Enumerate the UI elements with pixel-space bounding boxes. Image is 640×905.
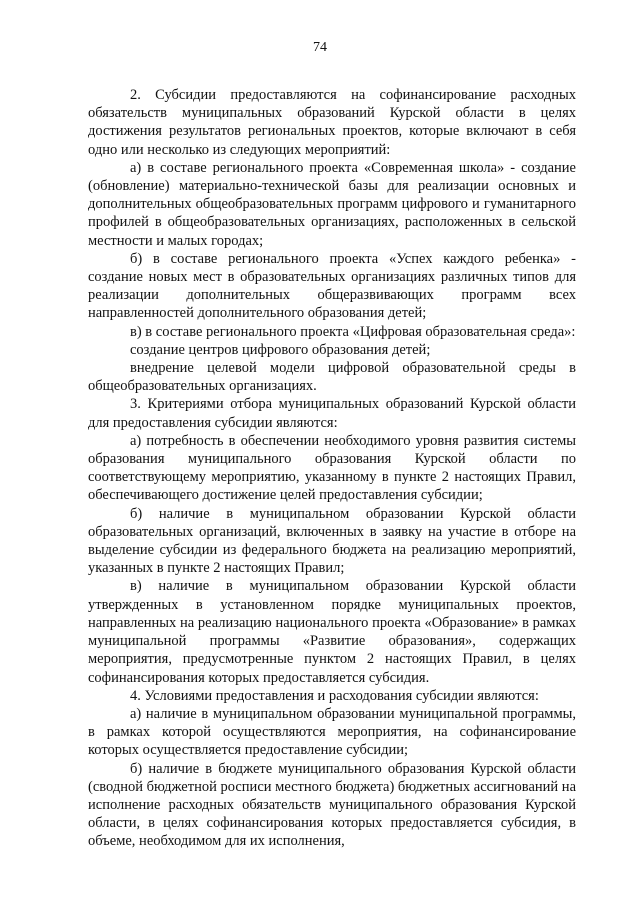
paragraph-2a: а) в составе регионального проекта «Современная школа» - создание (обновление) материально-технической базы для реализации основных и дополнительных общеобразовательных программ цифрового и гуманитарного профилей в общеобразовательных организациях, расположенных в сельской местности и малых городах;: [88, 159, 576, 249]
paragraph-2v: в) в составе регионального проекта «Цифровая образовательная среда»:: [130, 323, 576, 340]
document-body: [88, 86, 576, 851]
paragraph-3: 3. Критериями отбора муниципальных образований Курской области для предоставления субсидии являются:: [88, 396, 576, 431]
paragraph-4b: б) наличие в бюджете муниципального образования Курской области (сводной бюджетной росписи местного бюджета) бюджетных ассигнований на исполнение расходных обязательств муниципального образования Курской области, в целях софинансирования которых предоставляется субсидия, в объеме, необходимом для их исполнения,: [88, 760, 576, 850]
paragraph-2v-item-2: внедрение целевой модели цифровой образовательной среды в общеобразовательных организациях.: [88, 360, 576, 395]
paragraph-3a: а) потребность в обеспечении необходимого уровня развития системы образования муниципального образования Курской области по соответствующему мероприятию, указанному в пункте 2 настоящих Правил, обеспечивающего достижение целей предоставления субсидии;: [88, 432, 576, 504]
page-number: 74: [313, 40, 327, 55]
paragraph-4a: а) наличие в муниципальном образовании муниципальной программы, в рамках которой осуществляются мероприятия, на софинансирование которых осуществляется предоставление субсидии;: [88, 705, 576, 759]
paragraph-2b: б) в составе регионального проекта «Успех каждого ребенка» - создание новых мест в образовательных организациях различных типов для реализации дополнительных общеразвивающих программ всех направленностей дополнительного образования детей;: [88, 250, 576, 322]
paragraph-3v: в) наличие в муниципальном образовании Курской области утвержденных в установленном порядке муниципальных проектов, направленных на реализацию национального проекта «Образование» в рамках муниципальной программы «Развитие образования», содержащих мероприятия, предусмотренные пунктом 2 настоящих Правил, в целях софинансирования которых предоставляется субсидия.: [88, 578, 576, 686]
paragraph-2v-item-1: создание центров цифрового образования детей;: [130, 341, 431, 358]
paragraph-3b: б) наличие в муниципальном образовании Курской области образовательных организаций, включенных в заявку на участие в отборе на выделение субсидии из федерального бюджета на реализацию мероприятий, указанных в пункте 2 настоящих Правил;: [88, 505, 576, 577]
paragraph-4: 4. Условиями предоставления и расходования субсидии являются:: [130, 687, 539, 704]
paragraph-2: 2. Субсидии предоставляются на софинансирование расходных обязательств муниципальных образований Курской области в целях достижения результатов региональных проектов, которые включают в себя одно или несколько из следующих мероприятий:: [88, 87, 576, 158]
